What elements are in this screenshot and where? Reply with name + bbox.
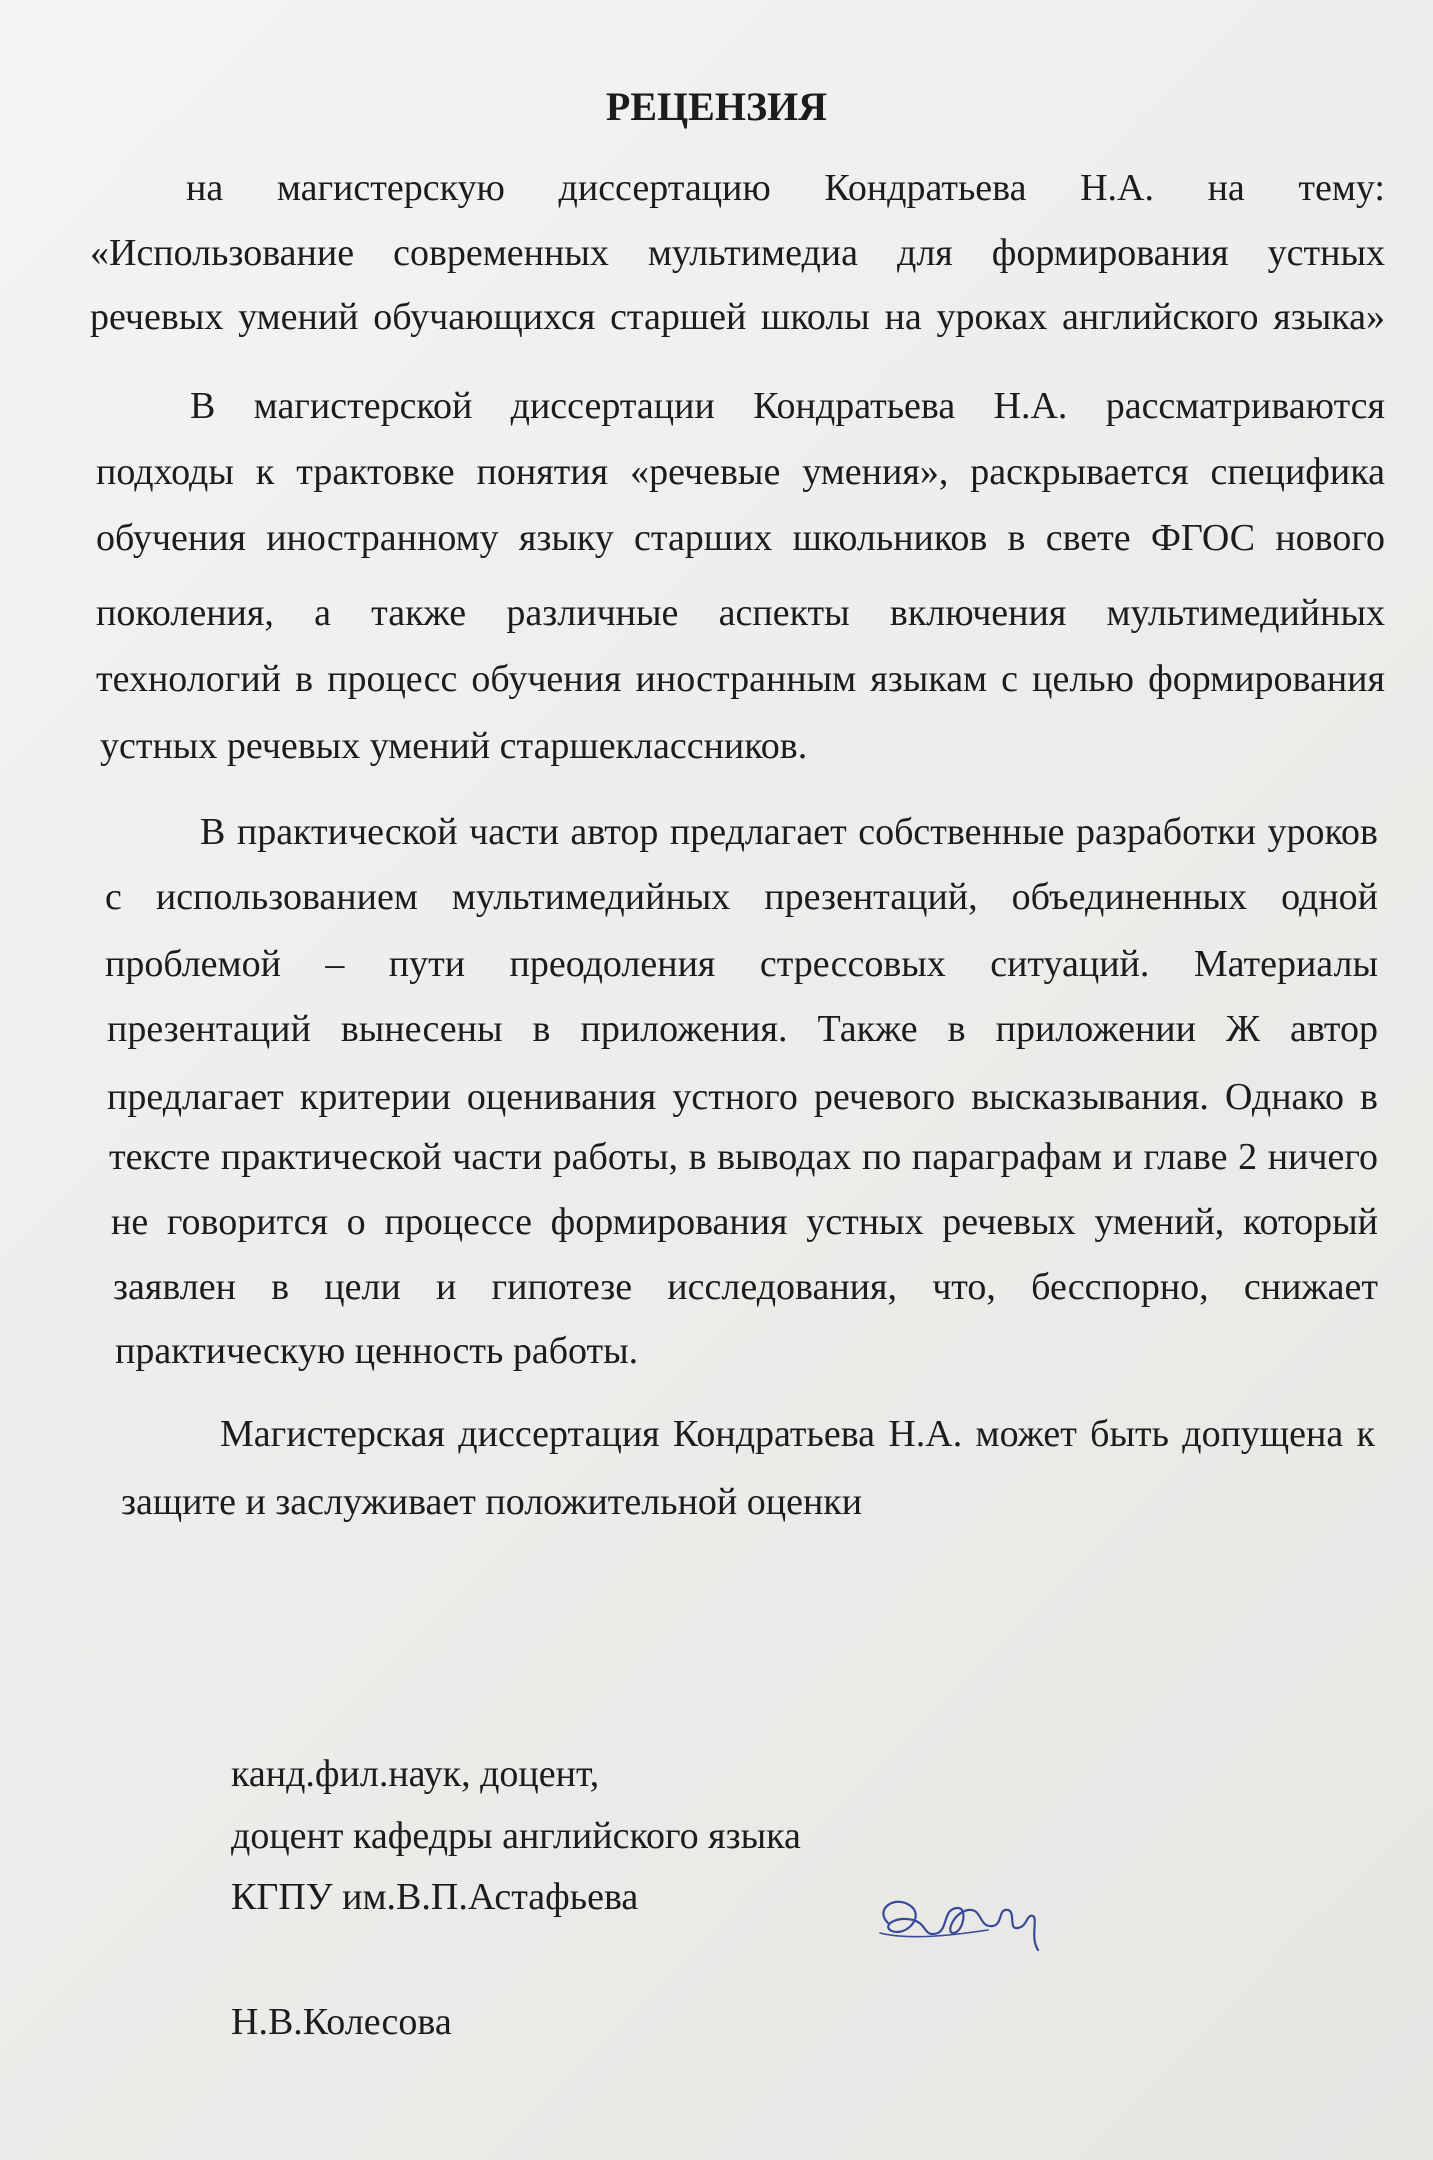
text-line: Магистерская диссертация Кондратьева Н.А. может быть допущена к xyxy=(220,1413,1375,1455)
signatory-name: Н.В.Колесова xyxy=(231,2001,452,2043)
signatory-position: доцент кафедры английского языка xyxy=(231,1815,801,1857)
text-line: обучения иностранному языку старших школьников в свете ФГОС нового xyxy=(96,517,1385,559)
text-line: В практической части автор предлагает собственные разработки уроков xyxy=(200,811,1378,853)
signatory-institution: КГПУ им.В.П.Астафьева xyxy=(231,1876,639,1918)
text-line: технологий в процесс обучения иностранным языкам с целью формирования xyxy=(96,658,1385,700)
document-title: РЕЦЕНЗИЯ xyxy=(605,84,828,129)
text-line: на магистерскую диссертацию Кондратьева Н.А. на тему: xyxy=(186,167,1385,209)
signatory-degree: канд.фил.наук, доцент, xyxy=(231,1753,600,1795)
text-line: презентаций вынесены в приложения. Также в приложении Ж автор xyxy=(107,1008,1378,1050)
text-line: речевых умений обучающихся старшей школы на уроках английского языка» xyxy=(90,296,1385,338)
handwritten-signature xyxy=(868,1878,1058,1958)
text-line: подходы к трактовке понятия «речевые умения», раскрывается специфика xyxy=(96,451,1385,493)
text-line: с использованием мультимедийных презентаций, объединенных одной xyxy=(105,876,1378,918)
text-line: устных речевых умений старшеклассников. xyxy=(100,725,808,767)
text-line: проблемой – пути преодоления стрессовых ситуаций. Материалы xyxy=(105,943,1378,985)
text-line: поколения, а также различные аспекты включения мультимедийных xyxy=(96,592,1385,634)
text-line: В магистерской диссертации Кондратьева Н.А. рассматриваются xyxy=(190,385,1385,427)
text-line: практическую ценность работы. xyxy=(115,1330,639,1372)
text-line: не говорится о процессе формирования устных речевых умений, который xyxy=(111,1201,1378,1243)
text-line: защите и заслуживает положительной оценки xyxy=(121,1481,863,1523)
text-line: предлагает критерии оценивания устного речевого высказывания. Однако в xyxy=(107,1076,1378,1118)
text-line: «Использование современных мультимедиа для формирования устных xyxy=(90,232,1385,274)
text-line: тексте практической части работы, в выводах по параграфам и главе 2 ничего xyxy=(109,1136,1378,1178)
text-line: заявлен в цели и гипотезе исследования, что, бесспорно, снижает xyxy=(113,1266,1378,1308)
